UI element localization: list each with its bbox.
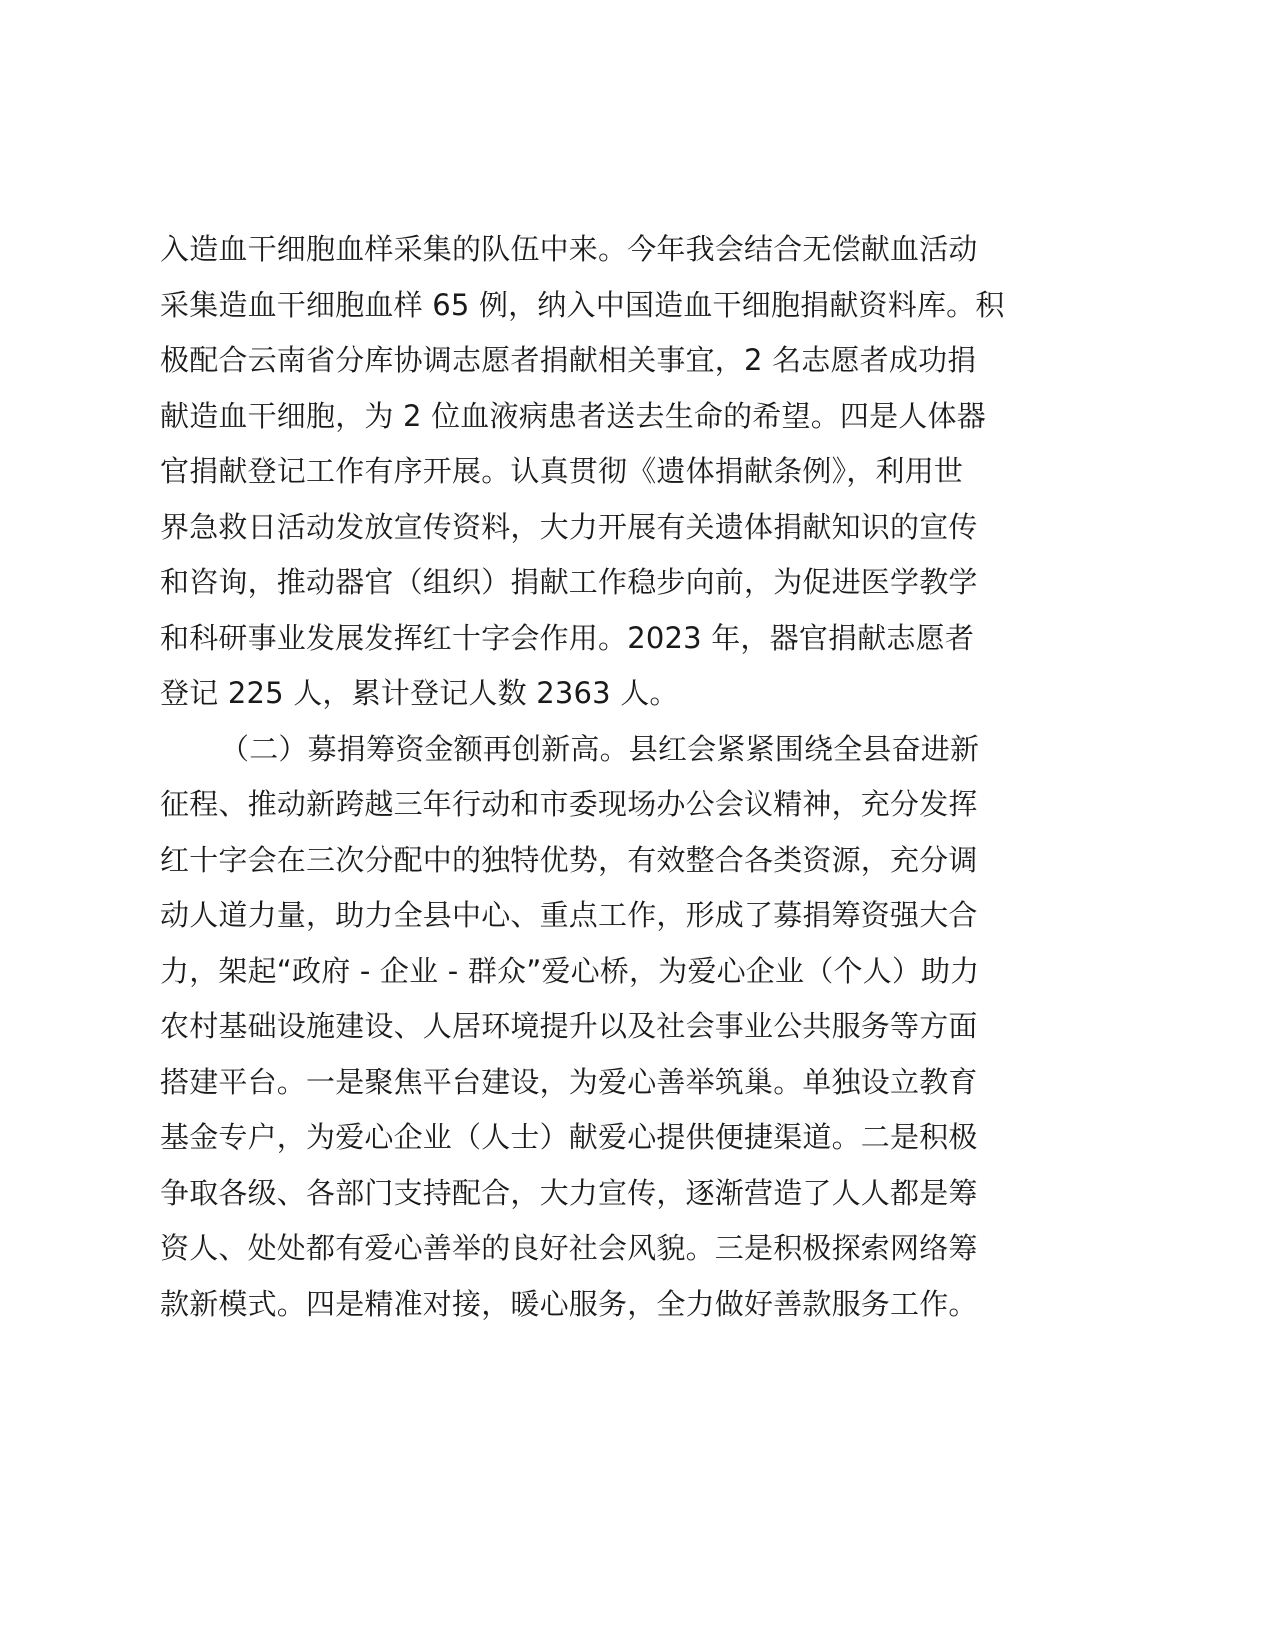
text-line-11: 征程、推动新跨越三年行动和市委现场办公会议精神，充分发挥 — [160, 787, 978, 821]
text-line-15: 农村基础设施建设、人居环境提升以及社会事业公共服务等方面 — [160, 1009, 978, 1043]
text-line-6: 界急救日活动发放宣传资料，大力开展有关遗体捐献知识的宣传 — [160, 509, 978, 544]
text-line-13: 动人道力量，助力全县中心、重点工作，形成了募捐筹资强大合 — [160, 898, 978, 932]
text-line-10: （二）募捐筹资金额再创新高。县红会紧紧围绕全县奋进新 — [220, 731, 980, 766]
text-line-16: 搭建平台。一是聚焦平台建设，为爱心善举筑巢。单独设立教育 — [160, 1064, 978, 1099]
text-line-17: 基金专户，为爱心企业（人士）献爱心提供便捷渠道。二是积极 — [160, 1120, 978, 1154]
text-line-8: 和科研事业发展发挥红十字会作用。2023 年，器官捐献志愿者 — [160, 620, 975, 655]
text-line-18: 争取各级、各部门支持配合，大力宣传，逐渐营造了人人都是筹 — [160, 1175, 978, 1210]
text-line-14: 力，架起“政府 - 企业 - 群众”爱心桥，为爱心企业（个人）助力 — [160, 953, 980, 988]
text-line-2: 采集造血干细胞血样 65 例，纳入中国造血干细胞捐献资料库。积 — [160, 287, 1005, 322]
text-line-9: 登记 225 人，累计登记人数 2363 人。 — [160, 676, 679, 710]
body-text — [160, 222, 1100, 1332]
text-line-1: 入造血干细胞血样采集的队伍中来。今年我会结合无偿献血活动 — [160, 232, 978, 266]
text-line-3: 极配合云南省分库协调志愿者捐献相关事宜，2 名志愿者成功捐 — [160, 343, 977, 377]
text-line-5: 官捐献登记工作有序开展。认真贯彻《遗体捐献条例》，利用世 — [160, 454, 964, 488]
text-line-7: 和咨询，推动器官（组织）捐献工作稳步向前，为促进医学教学 — [160, 565, 978, 599]
text-line-4: 献造血干细胞，为 2 位血液病患者送去生命的希望。四是人体器 — [160, 398, 986, 433]
text-line-20: 款新模式。四是精准对接，暖心服务，全力做好善款服务工作。 — [160, 1286, 978, 1321]
text-line-19: 资人、处处都有爱心善举的良好社会风貌。三是积极探索网络筹 — [160, 1231, 978, 1265]
text-line-12: 红十字会在三次分配中的独特优势，有效整合各类资源，充分调 — [160, 842, 978, 877]
